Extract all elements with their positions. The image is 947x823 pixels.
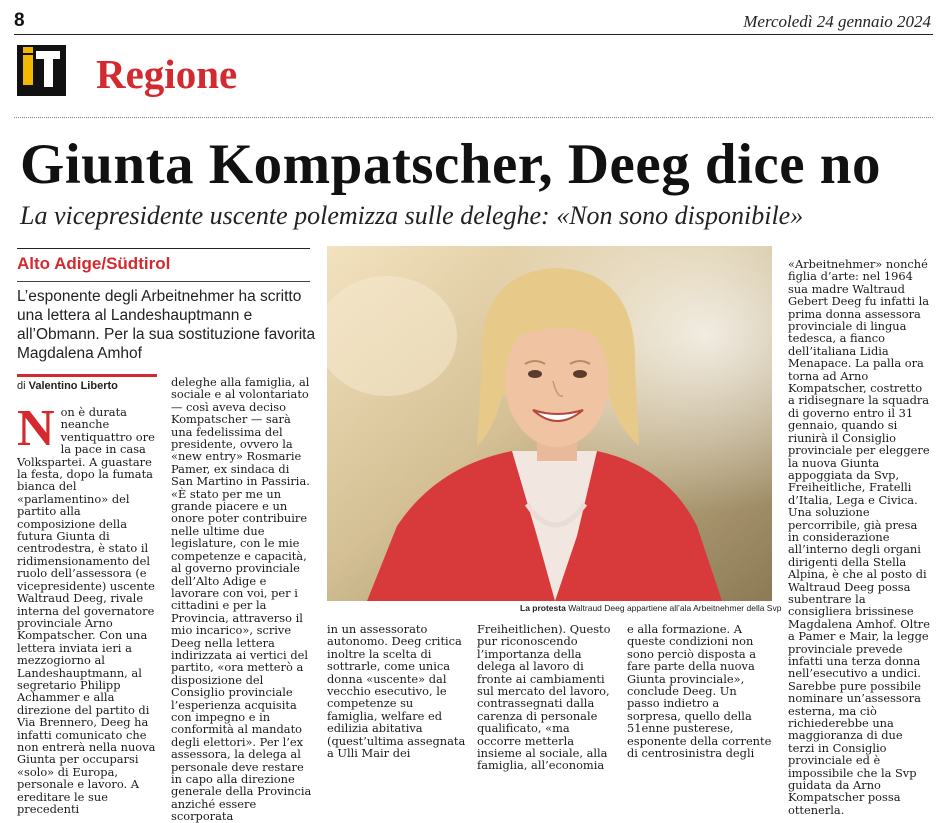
byline-bar bbox=[17, 374, 157, 377]
photo-caption bbox=[520, 603, 781, 613]
column-2-text: deleghe alla famiglia, al sociale e al volontariato — così aveva deciso Kompatscher — sarà una fedelissima del presidente, ovvero la «new entry» Rosmarie Pamer, ex sindaca di San Martino in Passiria. «È stato per me un grande piacere e un onore poter contribuire nelle ultime due legislature, con le mie competenze e capacità, al governo provinciale dell’Alto Adige e lavorare con voi, per i cittadini e per la Provincia, attraverso il mio incarico», scrive Deeg nella lettera indirizzata ai vertici del partito, «ora metterò a disposizione del Consiglio provinciale l’esperienza acquisita con impegno e in conformità al mandato degli elettori». Per l’ex assessora, la delega al personale deve restare in capo alla direzione generale della Provincia anziché essere scorporata bbox=[171, 375, 312, 823]
article-column-3 bbox=[327, 623, 467, 759]
drop-cap: N bbox=[17, 400, 55, 457]
article-column-4 bbox=[477, 623, 617, 772]
column-5-text: e alla formazione. A queste condizioni non sono perciò disposta a fare parte della nuova Giunta provinciale», conclude Deeg. Un passo indietro a sorpresa, quello della 51enne pusterese, esponente della corrente di centrosinistra degli bbox=[627, 622, 772, 761]
kicker-rule-top bbox=[17, 248, 310, 249]
byline bbox=[17, 380, 118, 392]
column-1-text: on è durata neanche ventiquattro ore la pace in casa Volkspartei. A guastare la festa, dopo la fumata bianca del «parlamentino» del partito alla composizione della futura Giunta di centrodestra, è stato il ridimensionamento del ruolo dell’assessora (e vicepresidente) uscente Waltraud Deeg, rivale interna del governatore provinciale Arno Kompatscher. Con una lettera inviata ieri a mezzogiorno al Landeshauptmann, al segretario Philipp Achammer e alla direzione del partito di Via Brennero, Deeg ha infatti comunicato che non entrerà nella nuova Giunta per occuparsi «solo» di Europa, personale e lavoro. A ereditare le sue precedenti bbox=[17, 405, 156, 816]
page-number: 8 bbox=[14, 10, 25, 31]
article-column-2 bbox=[171, 376, 313, 823]
article-column-5 bbox=[627, 623, 772, 759]
column-3-text: in un assessorato autonomo. Deeg critica inoltre la scelta di sottrarle, come unica donna «uscente» dal vecchio esecutivo, le competenze su famiglia, welfare ed edilizia abitativa (quest’ultima assegnata a Ulli Mair dei bbox=[327, 622, 466, 761]
portrait-illustration bbox=[327, 246, 772, 601]
kicker-rule-bottom bbox=[17, 281, 310, 282]
caption-label: La protesta bbox=[520, 603, 566, 613]
caption-text: Waltraud Deeg appartiene all’ala Arbeitnehmer della Svp bbox=[568, 603, 782, 613]
byline-author: Valentino Liberto bbox=[28, 380, 118, 392]
section-title: Regione bbox=[96, 51, 238, 97]
section-divider bbox=[14, 117, 933, 118]
header-rule bbox=[14, 34, 933, 35]
kicker: Alto Adige/Südtirol bbox=[17, 254, 171, 273]
newspaper-logo bbox=[17, 45, 66, 96]
headline: Giunta Kompatscher, Deeg dice no bbox=[20, 133, 881, 196]
subheadline: La vicepresidente uscente polemizza sulle deleghe: «Non sono disponibile» bbox=[20, 201, 804, 230]
column-4-text: Freiheitlichen). Questo pur riconoscendo l’importanza della delega al lavoro di fronte ai cambiamenti sul mercato del lavoro, contrassegnati dalla carenza di personale qualificato, «ma occorre metterla insieme al sociale, alla famiglia, all’economia bbox=[477, 622, 611, 773]
article-photo bbox=[327, 246, 772, 601]
article-column-6 bbox=[788, 258, 931, 816]
byline-prefix: di bbox=[17, 380, 26, 392]
article-summary: L’esponente degli Arbeitnehmer ha scritto una lettera al Landeshauptmann e all’Obmann. Per la sua sostituzione favorita Magdalena Amhof bbox=[17, 288, 316, 362]
column-6-text: «Arbeitnehmer» nonché figlia d’arte: nel 1964 sua madre Waltraud Gebert Deeg fu infatti la prima donna assessora provinciale di lingua tedesca, a fianco dell’italiana Lidia Menapace. La palla ora torna ad Arno Kompatscher, costretto a ridisegnare la squadra di governo entro il 31 gennaio, quando si riunirà il Consiglio provinciale per eleggere la nuova Giunta appoggiata da Svp, Freiheitliche, Fratelli d’Italia, Lega e Civica. Una soluzione percorribile, già presa in considerazione all’interno degli organi dirigenti della Stella Alpina, è che al posto di Waltraud Deeg possa subentrare la consigliera brissinese Magdalena Amhof. Oltre a Pamer e Mair, la legge provinciale prevede infatti una terza donna nell’esecutivo a undici. Sarebbe pure possibile nominare un’assessora esterna, ma ciò richiederebbe una maggioranza di due terzi in Consiglio provinciale ed è impossibile che la Svp guidata da Arno Kompatscher possa ottenerla. bbox=[788, 257, 930, 817]
issue-date: Mercoledì 24 gennaio 2024 bbox=[743, 12, 931, 31]
article-column-1 bbox=[17, 400, 157, 816]
